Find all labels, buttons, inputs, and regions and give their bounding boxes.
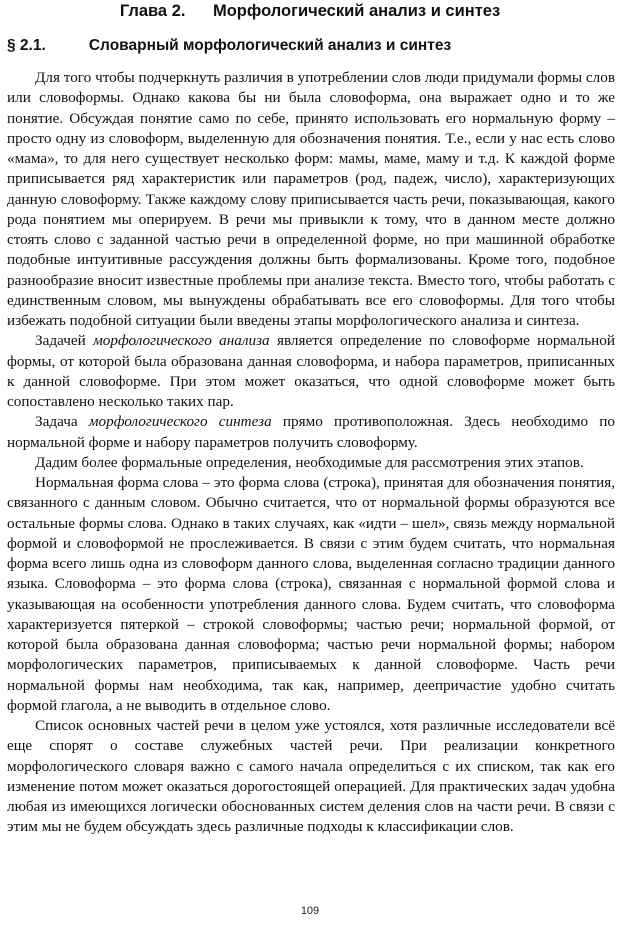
paragraph: Дадим более формальные определения, необходимые для рассмотрения этих этапов. [35,453,584,471]
paragraph-synthesis-definition [7,412,615,453]
section-heading [7,37,613,55]
term-morphological-analysis: морфологического анализа [93,332,270,350]
paragraph-text: Задачей [35,332,94,350]
term-morphological-synthesis: морфологического синтеза [88,413,272,431]
paragraph-text: прямо противоположная. Здесь необходимо по нормальной форме и набору параметров получить словоформу. [7,413,616,451]
chapter-title: Морфологический анализ и синтез [212,2,501,20]
paragraph-text: Задача [35,413,89,431]
chapter-heading [0,2,620,21]
paragraph: Для того чтобы подчеркнуть различия в употреблении слов люди придумали формы слов или словоформы. Однако какова бы ни была словоформа, она выражает одно и то же понятие. Обсуждая понятие само по себе, принято использовать его нормальную форму – просто одну из словоформ, выделенную для обозначения понятия. Т.е., если у нас есть слово «мама», то для него существует несколько форм: мамы, маме, маму и т.д. К каждой форме приписывается ряд характеристик или параметров (род, падеж, число), характеризующих данную словоформу. Также каждому слову приписывается часть речи, показывающая, какого рода понятием мы оперируем. В речи мы привыкли к тому, что в данном месте должно стоять слово с заданной частью речи в определенной форме, но при машинной обработке подобные интуитивные рассуждения должны быть формализованы. Кроме того, подобное разнообразие вносит известные проблемы при анализе текста. Вместо того, чтобы работать с единственным словом, мы вынуждены обрабатывать все его словоформы. Для того чтобы избежать подобной ситуации были введены этапы морфологического анализа и синтеза. [7,69,615,329]
paragraph-text: является определение по словоформе нормальной формы, от которой была образована данная словоформа, и набора параметров, приписанных к данной словоформе. При этом может оказаться, что одной словоформе может быть сопоставлено несколько таких пар. [7,332,616,410]
section-title: Словарный морфологический анализ и синтез [88,37,452,54]
section-number: § 2.1. [7,37,46,54]
body-text [7,68,615,838]
paragraph: Список основных частей речи в целом уже устоялся, хотя различные исследователи всё еще спорят о составе служебных частей речи. При реализации конкретного морфологического словаря важно с самого начала определиться с их списком, так как его изменение потом может оказаться дорогостоящей операцией. Для практических задач удобна любая из имеющихся логически обоснованных систем деления слов на части речи. В связи с этим мы не будем обсуждать здесь различные подходы к классификации слов. [7,717,615,836]
chapter-label: Глава 2. [119,2,186,20]
paragraph-analysis-definition [7,331,615,412]
page-number: 109 [300,905,320,917]
paragraph: Нормальная форма слова – это форма слова (строка), принятая для обозначения понятия, связанного с данным словом. Обычно считается, что от нормальной формы образуются все остальные формы слова. Однако в таких случаях, как «идти – шел», связь между нормальной формой и словоформой не прослеживается. В связи с этим будем считать, что нормальная форма всего лишь одна из словоформ данного слова, выделенная согласно традиции данного языка. Словоформа – это форма слова (строка), связанная с нормальной формой слова и указывающая на особенности употребления данного слова. Будем считать, что словоформа характеризуется пятеркой – строкой словоформы; частью речи; нормальной формой, от которой была образована данная словоформа; частью речи нормальной формы; набором морфологических параметров, приписываемых к данной словоформе. Часть речи нормальной формы нам необходима, так как, например, деепричастие удобно считать формой глагола, а не выводить в отдельное слово. [7,474,615,714]
